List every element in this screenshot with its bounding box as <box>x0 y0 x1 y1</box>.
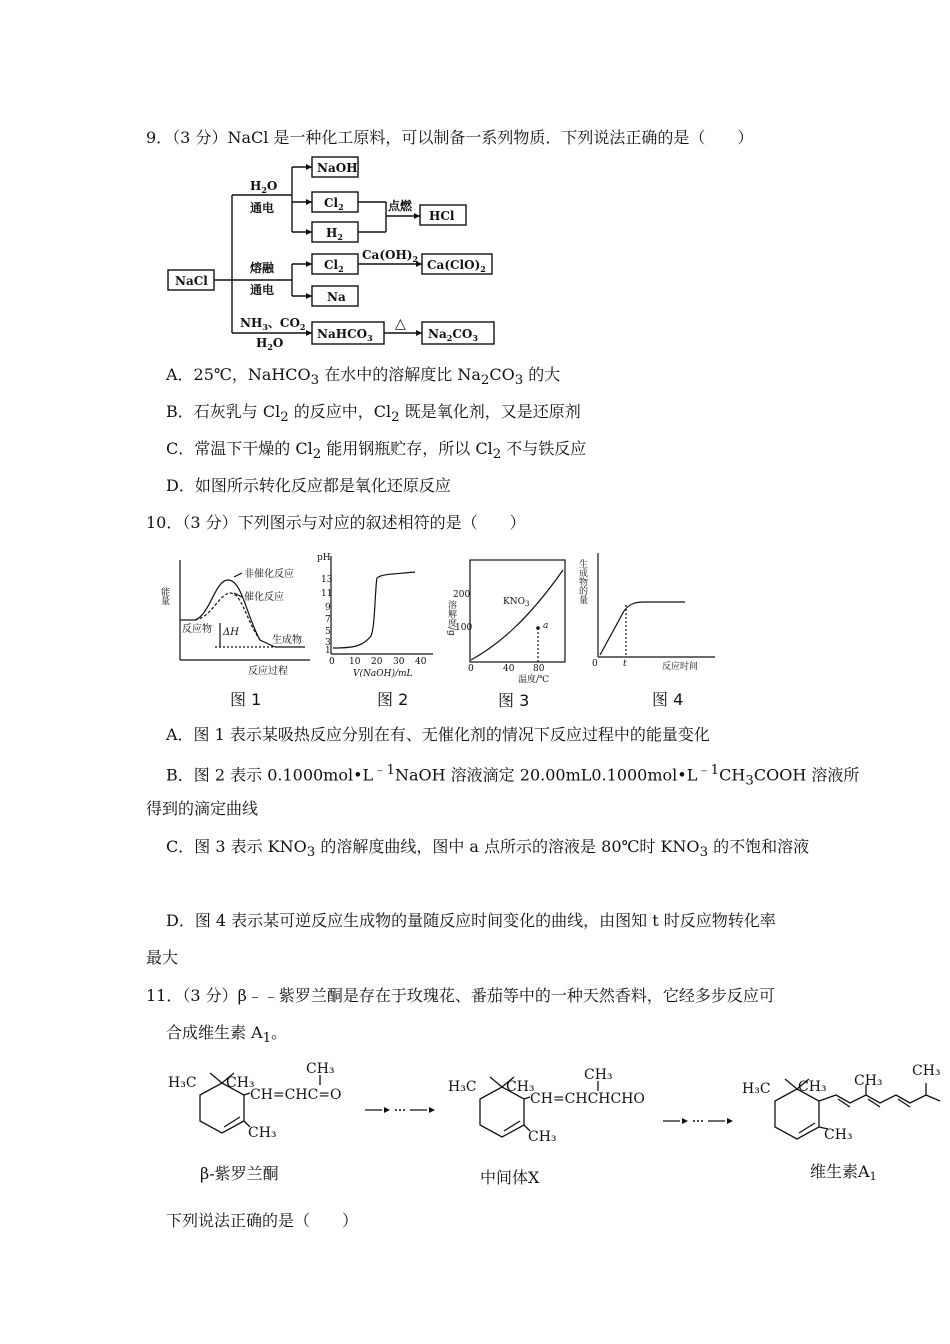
label-caclo2: $Ca(ClO)_2$ <box>427 258 486 274</box>
q10-option-b[interactable]: B．图 2 表示 $0.1000mol•L^{﹣1}NaOH$ 溶液滴定 $20.00mL0.1000mol•L^{﹣1}CH_3COOH$ 溶液所 <box>166 763 860 789</box>
cond-h2o2: $H_2O$ <box>256 336 284 352</box>
cond-dianran: 点燃 <box>388 199 413 213</box>
cond-tongdian1: 通电 <box>250 201 275 215</box>
svg-text:a: a <box>543 621 549 631</box>
q10-option-c[interactable]: C．图 3 表示 $KNO_3$ 的溶解度曲线，图中 a 点所示的溶液是 80℃时 $KNO_3$ 的不饱和溶液 <box>166 837 810 861</box>
svg-text:0: 0 <box>592 659 598 669</box>
svg-text:反应时间: 反应时间 <box>662 662 699 672</box>
svg-text:β-紫罗兰酮: β-紫罗兰酮 <box>200 1164 279 1183</box>
svg-text:能量: 能量 <box>159 587 169 605</box>
q10-option-d-cont: 最大 <box>146 948 179 967</box>
cond-tongdian2: 通电 <box>250 283 275 297</box>
svg-text:100: 100 <box>455 623 473 633</box>
q10-figure-1 <box>160 555 320 715</box>
label-na2co3: $Na_2CO_3$ <box>428 327 478 343</box>
q9-option-b[interactable]: B．石灰乳与 $Cl_2$ 的反应中，$Cl_2$ 既是氧化剂，又是还原剂 <box>166 402 581 426</box>
svg-text:CH₃: CH₃ <box>912 1063 941 1079</box>
svg-text:30: 30 <box>393 657 405 667</box>
svg-text:7: 7 <box>325 615 331 625</box>
svg-text:溶解度/g: 溶解度/g <box>446 600 456 636</box>
svg-text:非催化反应: 非催化反应 <box>244 569 294 580</box>
svg-text:图 2: 图 2 <box>377 690 409 709</box>
svg-text:H₃C: H₃C <box>742 1081 771 1097</box>
cond-delta: △ <box>395 316 406 332</box>
svg-text:CH₃: CH₃ <box>306 1061 335 1077</box>
label-nahco3: NaHCO$_3$ <box>317 327 373 343</box>
svg-text:CH=CHCHCHO: CH=CHCHCHO <box>530 1091 645 1107</box>
svg-text:中间体X: 中间体X <box>480 1168 540 1187</box>
svg-text:CH₃: CH₃ <box>248 1125 277 1141</box>
svg-text:温度/℃: 温度/℃ <box>518 675 550 685</box>
svg-text:13: 13 <box>321 575 333 585</box>
q9-nacl-flow-diagram <box>160 150 505 350</box>
q10-figure-4 <box>577 545 720 715</box>
q10-figure-3 <box>443 540 573 715</box>
svg-text:5: 5 <box>325 627 331 637</box>
q11-reaction-scheme <box>160 1055 950 1195</box>
svg-text:图 3: 图 3 <box>498 691 530 710</box>
svg-text:9: 9 <box>325 603 331 613</box>
q10-option-a[interactable]: A．图 1 表示某吸热反应分别在有、无催化剂的情况下反应过程中的能量变化 <box>166 725 710 744</box>
q10-option-d[interactable]: D．图 4 表示某可逆反应生成物的量随反应时间变化的曲线，由图知 t 时反应物转化率 <box>166 911 776 930</box>
q11-stem-line1: 11．（3 分）β﹣﹣紫罗兰酮是存在于玫瑰花、番茄等中的一种天然香料，它经多步反应可 <box>146 986 775 1005</box>
cond-nh3-co2: $NH_3$、$CO_2$ <box>240 316 306 332</box>
svg-text:V(NaOH)/mL: V(NaOH)/mL <box>353 669 413 679</box>
svg-text:H₃C: H₃C <box>448 1079 477 1095</box>
q9-option-c[interactable]: C．常温下干燥的 $Cl_2$ 能用钢瓶贮存，所以 $Cl_2$ 不与铁反应 <box>166 439 587 463</box>
svg-text:pH: pH <box>317 553 331 563</box>
q9-option-d[interactable]: D．如图所示转化反应都是氧化还原反应 <box>166 476 451 495</box>
svg-text:11: 11 <box>321 589 333 599</box>
svg-text:0: 0 <box>468 664 474 674</box>
svg-text:20: 20 <box>371 657 383 667</box>
label-hcl: HCl <box>429 209 455 223</box>
label-cl2b: $Cl_2$ <box>324 258 344 274</box>
svg-text:0: 0 <box>329 657 335 667</box>
svg-text:CH₃: CH₃ <box>528 1129 557 1145</box>
cond-caoh2: $Ca(OH)_2$ <box>362 248 419 264</box>
svg-text:t: t <box>623 659 627 669</box>
label-na: Na <box>327 290 346 304</box>
svg-text:CH₃: CH₃ <box>226 1075 255 1091</box>
q9-stem: 9．（3 分）NaCl 是一种化工原料，可以制备一系列物质．下列说法正确的是（ ） <box>146 128 754 147</box>
cond-rongrong: 熔融 <box>250 261 275 275</box>
svg-text:反应过程: 反应过程 <box>248 666 288 677</box>
svg-text:1: 1 <box>325 646 331 656</box>
q10-stem: 10．（3 分）下列图示与对应的叙述相符的是（ ） <box>146 513 526 532</box>
q10-figure-2 <box>315 548 440 718</box>
svg-text:H₃C: H₃C <box>168 1075 197 1091</box>
label-nacl: NaCl <box>175 274 208 288</box>
svg-text:图 4: 图 4 <box>652 690 684 709</box>
svg-text:KNO3: $KNO_3$ <box>503 597 530 608</box>
q11-prompt: 下列说法正确的是（ ） <box>166 1211 359 1230</box>
label-naoh: NaOH <box>317 161 358 175</box>
q11-stem-line2: 合成维生素 $A_1$。 <box>166 1023 288 1047</box>
q9-option-a[interactable]: A．25℃，NaHCO$_3$ 在水中的溶解度比 $Na_2CO_3$ 的大 <box>166 365 561 389</box>
svg-text:CH₃: CH₃ <box>584 1067 613 1083</box>
svg-text:维生素A1: 维生素A1 <box>810 1162 877 1183</box>
svg-text:40: 40 <box>503 664 515 674</box>
svg-text:80: 80 <box>533 664 545 674</box>
svg-text:生成物的量: 生成物的量 <box>577 559 587 604</box>
svg-text:催化反应: 催化反应 <box>244 592 284 603</box>
q10-option-b-cont: 得到的滴定曲线 <box>146 799 259 818</box>
svg-text:CH₃: CH₃ <box>798 1079 827 1095</box>
svg-text:生成物: 生成物 <box>272 635 302 646</box>
svg-text:反应物: 反应物 <box>182 624 212 635</box>
svg-text:CH₃: CH₃ <box>506 1079 535 1095</box>
svg-text:3: 3 <box>325 638 331 648</box>
svg-text:ΔH: ΔH <box>223 627 239 638</box>
svg-text:10: 10 <box>349 657 361 667</box>
label-cl2a: $Cl_2$ <box>324 196 344 212</box>
label-h2: $H_2$ <box>326 226 343 242</box>
svg-text:CH₃: CH₃ <box>854 1073 883 1089</box>
svg-text:图 1: 图 1 <box>230 690 262 709</box>
cond-h2o: $H_2O$ <box>250 179 278 195</box>
svg-text:CH₃: CH₃ <box>824 1127 853 1143</box>
svg-text:CH=CHC=O: CH=CHC=O <box>250 1087 342 1103</box>
svg-text:40: 40 <box>415 657 427 667</box>
svg-text:200: 200 <box>453 590 471 600</box>
